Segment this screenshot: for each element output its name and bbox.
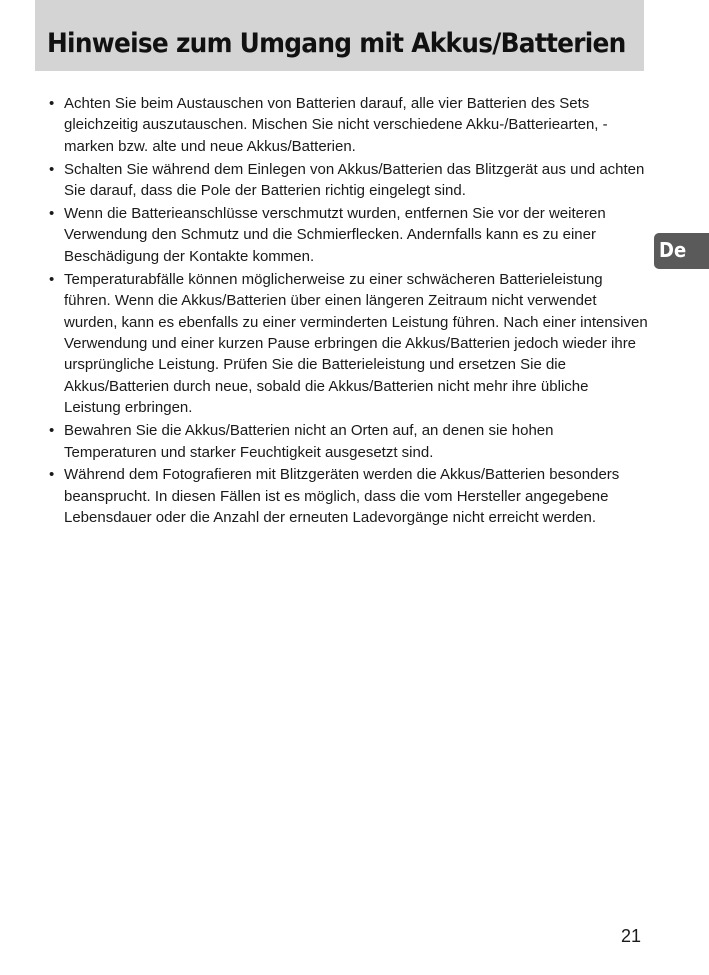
title-bar [35,0,644,71]
bullet-icon: • [49,95,55,112]
page-number: 21 [621,926,642,946]
battery-notes-list [49,93,649,530]
bullet-icon: • [49,466,55,484]
list-item [49,159,649,202]
list-item [49,420,649,463]
language-tab [654,233,709,269]
bullet-icon: • [49,270,55,288]
list-item [49,464,649,528]
list-item-text: Bewahren Sie die Akkus/Batterien nicht an Orten auf, an denen sie hohen Temperaturen und starker Feuchtigkeit ausgesetzt sind. [64,422,554,461]
list-item-text: Während dem Fotografieren mit Blitzgeräten werden die Akkus/Batterien besonders beansprucht. In diesen Fällen ist es möglich, dass die vom Hersteller angegebene Lebensdauer oder die Anzahl der erneuten Ladevorgänge nicht erreicht werden. [64,466,620,527]
list-item [49,93,649,157]
list-item [49,203,649,267]
list-item-text: Temperaturabfälle können möglicherweise zu einer schwächeren Batterieleistung führen. Wenn die Akkus/Batterien über einen längeren Zeitraum nicht verwendet wurden, kann es ebenfalls zu einer verminderten Leistung führen. Nach einer intensiven Verwendung und einer kurzen Pause erbringen die Akkus/Batterien jedoch wieder ihre ursprüngliche Leistung. Prüfen Sie die Batterieleistung und ersetzen Sie die Akkus/Batterien durch neue, sobald die Akkus/Batterien nicht mehr ihre übliche Leistung erbringen. [64,270,648,417]
list-item [49,269,649,419]
list-item-text: Achten Sie beim Austauschen von Batterien darauf, alle vier Batterien des Sets gleichzeitig auszutauschen. Mischen Sie nicht verschiedene Akku-/Batteriearten, -marken bzw. alte und neue Akkus/Batterien. [64,95,608,155]
page-title: Hinweise zum Umgang mit Akkus/Batterien [47,28,626,59]
list-item-text: Schalten Sie während dem Einlegen von Akkus/Batterien das Blitzgerät aus und achten Sie darauf, dass die Pole der Batterien richtig eingelegt sind. [64,160,645,200]
bullet-icon: • [49,160,55,178]
language-tab-label: De [659,238,687,262]
list-item-text: Wenn die Batterieanschlüsse verschmutzt wurden, entfernen Sie vor der weiteren Verwendung den Schmutz und die Schmierflecken. Andernfalls kann es zu einer Beschädigung der Kontakte kommen. [64,205,606,265]
bullet-icon: • [49,205,55,223]
bullet-icon: • [49,422,55,440]
